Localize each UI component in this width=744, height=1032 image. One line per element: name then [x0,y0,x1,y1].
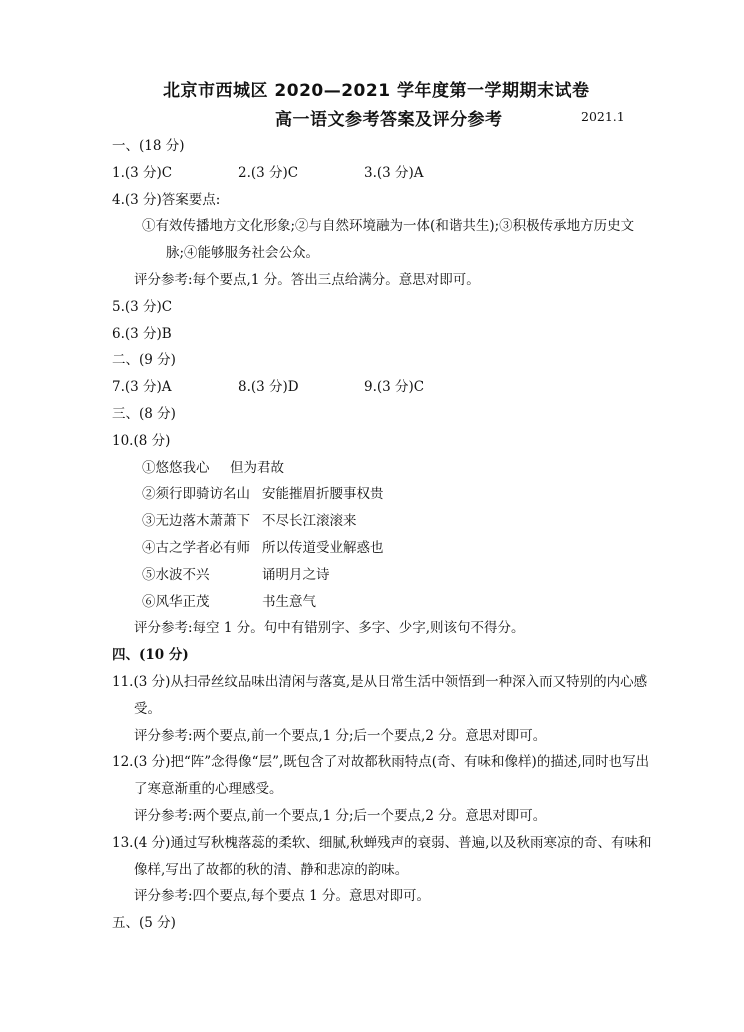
document-title: 北京市西城区 2020—2021 学年度第一学期期末试卷 [163,81,590,101]
document-date: 2021.1 [581,109,625,124]
poem-line-second: 不尽长江滚滚来 [262,513,357,530]
poem-line-first: ④古之学者必有师 [142,539,250,556]
answer-q1: 1.(3 分)C [112,164,173,181]
poem-line-first: ⑤水波不兴 [142,566,210,583]
poem-line [112,481,652,508]
answer-q5: 5.(3 分)C [112,298,173,315]
answer-q7: 7.(3 分)A [112,379,172,396]
poem-line [112,455,652,482]
answer-q11: 11.(3 分)从扫帚丝纹品味出清闲与落寞,是从日常生活中领悟到一种深入而又特别的内心感受。 [112,673,648,717]
answer-q10: 10.(8 分) [112,432,171,449]
poem-line-first: ②须行即骑访名山 [142,486,250,503]
answer-q4-scoring: 评分参考:每个要点,1 分。答出三点给满分。意思对即可。 [134,271,480,288]
answer-q11-scoring: 评分参考:两个要点,前一个要点,1 分;后一个要点,2 分。意思对即可。 [134,727,547,744]
answer-q13-scoring: 评分参考:四个要点,每个要点 1 分。意思对即可。 [134,888,431,905]
answer-q4: 4.(3 分)答案要点: [112,191,221,208]
poem-line [112,562,652,589]
poem-line-second: 所以传道受业解惑也 [262,539,384,556]
poem-line-first: ⑥风华正茂 [142,593,210,610]
poem-line-second: 但为君故 [230,459,284,476]
poem-line-second: 诵明月之诗 [262,566,330,583]
answer-content [112,133,652,937]
answer-row-7-9 [112,374,652,401]
document-subtitle: 高一语文参考答案及评分参考 [275,110,503,130]
answer-q8: 8.(3 分)D [238,379,299,396]
answer-q10-scoring: 评分参考:每空 1 分。句中有错别字、多字、少字,则该句不得分。 [134,620,525,637]
answer-q4-points: ①有效传播地方文化形象;②与自然环境融为一体(和谐共生);③积极传承地方历史文脉;④能够服务社会公众。 [142,218,635,262]
answer-q12-scoring: 评分参考:两个要点,前一个要点,1 分;后一个要点,2 分。意思对即可。 [134,807,547,824]
section-heading-4: 四、(10 分) [112,647,189,664]
poem-line [112,535,652,562]
answer-q2: 2.(3 分)C [238,164,299,181]
poem-line [112,589,652,616]
section-heading-1: 一、(18 分) [112,138,185,154]
poem-line [112,508,652,535]
poem-line-first: ③无边落木萧萧下 [142,513,250,530]
answer-row-1-3 [112,160,652,187]
answer-q13: 13.(4 分)通过写秋槐落蕊的柔软、细腻,秋蝉残声的衰弱、普遍,以及秋雨寒凉的奇、有味和像样,写出了故都的秋的清、静和悲凉的韵味。 [112,834,652,878]
section-heading-2: 二、(9 分) [112,352,176,369]
answer-q9: 9.(3 分)C [364,379,425,396]
poem-line-first: ①悠悠我心 [142,459,210,476]
section-heading-3: 三、(8 分) [112,405,176,422]
poem-line-second: 安能摧眉折腰事权贵 [262,486,384,503]
poem-line-second: 书生意气 [262,593,316,610]
answer-q3: 3.(3 分)A [364,164,424,181]
section-heading-5: 五、(5 分) [112,915,176,932]
answer-q6: 6.(3 分)B [112,325,172,342]
answer-q12: 12.(3 分)把“阵”念得像“层”,既包含了对故都秋雨特点(奇、有味和像样)的描述,同时也写出了寒意渐重的心理感受。 [112,754,650,798]
